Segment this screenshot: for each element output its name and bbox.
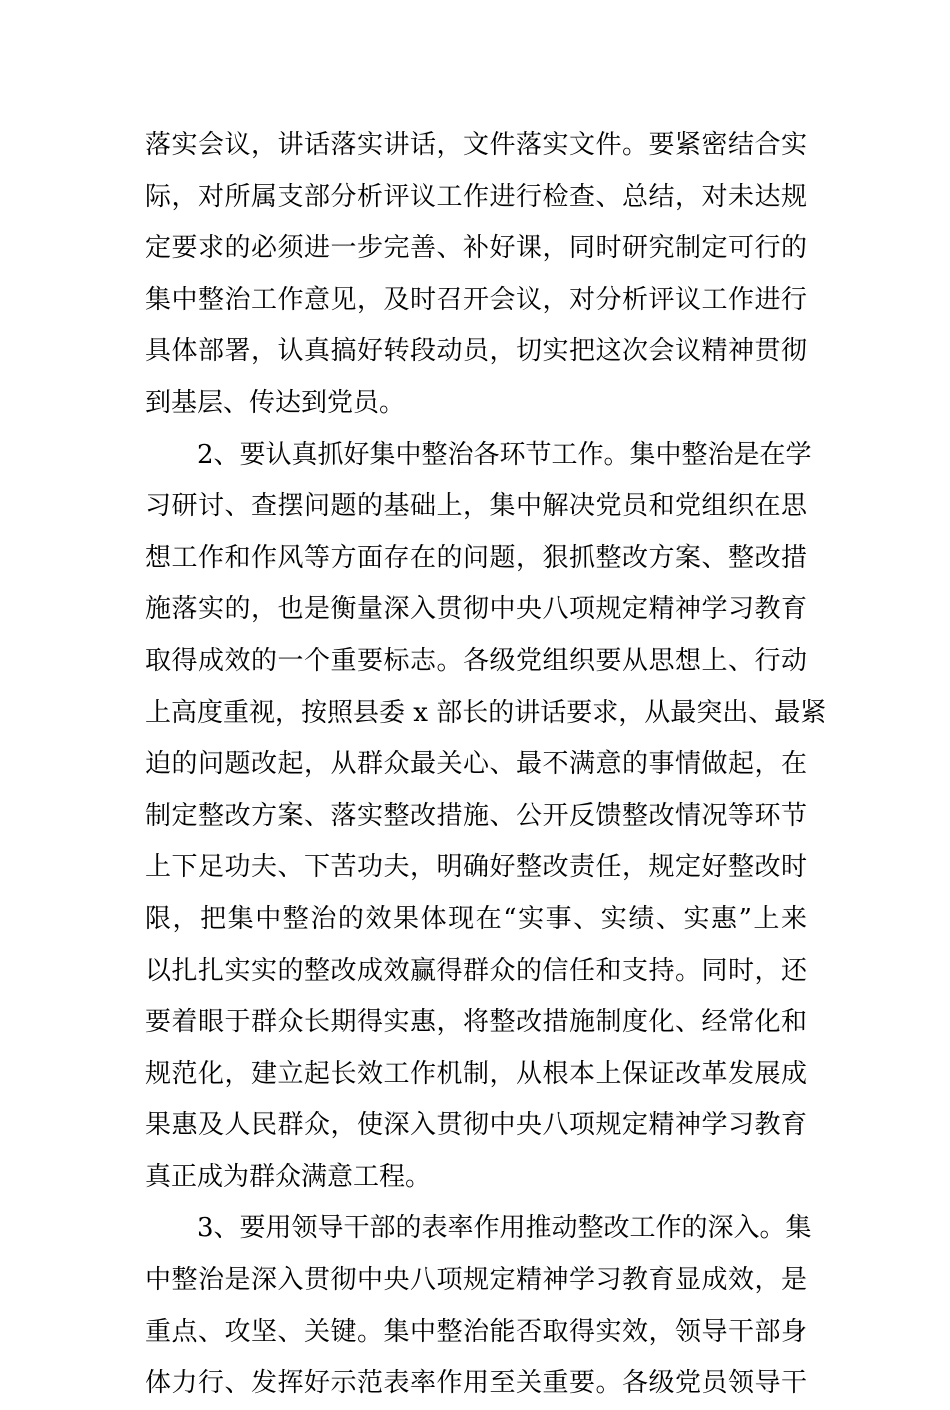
paragraph-2 — [145, 430, 827, 1204]
text-line: 真正成为群众满意工程。 — [145, 1161, 432, 1192]
paragraph-3 — [145, 1203, 812, 1409]
text-line: 习研讨、查摆问题的基础上，集中解决党员和党组织在思 — [145, 491, 807, 522]
document-body — [145, 120, 827, 1410]
text-line: 定要求的必须进一步完善、补好课，同时研究制定可行的 — [145, 233, 807, 264]
text-line: 落实会议，讲话落实讲话，文件落实文件。要紧密结合实 — [145, 130, 807, 160]
text-line: 想工作和作风等方面存在的问题，狠抓整改方案、整改措 — [145, 542, 807, 573]
text-line: 以扎扎实实的整改成效赢得群众的信任和支持。同时，还 — [145, 955, 807, 986]
text-line: 规范化，建立起长效工作机制，从根本上保证改革发展成 — [145, 1058, 807, 1089]
text-line: 集中整治工作意见，及时召开会议，对分析评议工作进行 — [145, 284, 807, 315]
paragraph-1 — [145, 120, 807, 430]
text-line: 际，对所属支部分析评议工作进行检查、总结，对未达规 — [145, 181, 807, 212]
text-line: 限，把集中整治的效果体现在“实事、实绩、实惠”上来 — [145, 903, 807, 934]
text-line: 要着眼于群众长期得实惠，将整改措施制度化、经常化和 — [145, 1007, 807, 1038]
text-line: 上高度重视，按照县委 x 部长的讲话要求，从最突出、最紧 — [145, 697, 827, 728]
text-line: 迫的问题改起，从群众最关心、最不满意的事情做起，在 — [145, 749, 807, 780]
text-line: 中整治是深入贯彻中央八项规定精神学习教育显成效，是 — [145, 1265, 807, 1296]
text-line: 制定整改方案、落实整改措施、公开反馈整改情况等环节 — [145, 800, 807, 831]
text-line: 上下足功夫、下苦功夫，明确好整改责任，规定好整改时 — [145, 852, 807, 883]
text-line: 3、要用领导干部的表率作用推动整改工作的深入。集 — [197, 1213, 812, 1244]
text-line: 果惠及人民群众，使深入贯彻中央八项规定精神学习教育 — [145, 1110, 807, 1141]
text-line: 重点、攻坚、关键。集中整治能否取得实效，领导干部身 — [145, 1316, 807, 1347]
text-line: 取得成效的一个重要标志。各级党组织要从思想上、行动 — [145, 645, 807, 676]
text-line: 施落实的，也是衡量深入贯彻中央八项规定精神学习教育 — [145, 594, 807, 625]
text-line: 具体部署，认真搞好转段动员，切实把这次会议精神贯彻 — [145, 336, 807, 367]
text-line: 到基层、传达到党员。 — [145, 387, 406, 418]
text-line: 体力行、发挥好示范表率作用至关重要。各级党员领导干 — [145, 1368, 807, 1399]
text-line: 2、要认真抓好集中整治各环节工作。集中整治是在学 — [197, 439, 812, 470]
